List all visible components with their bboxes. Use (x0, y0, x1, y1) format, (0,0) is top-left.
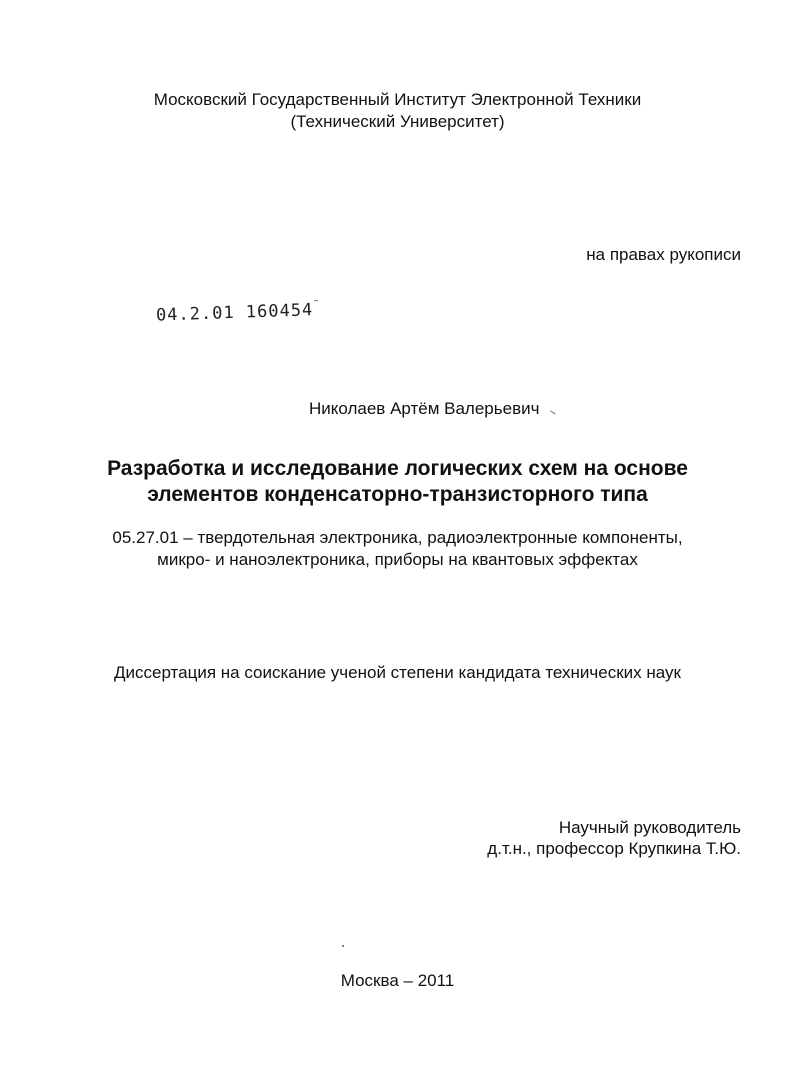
scan-artifact (550, 410, 555, 414)
specialty-line2: микро- и наноэлектроника, приборы на квантовых эффектах (157, 550, 638, 569)
specialty-line1: 05.27.01 – твердотельная электроника, радиоэлектронные компоненты, (112, 528, 683, 547)
city-year: Москва – 2011 (340, 971, 455, 990)
author-name: Николаев Артём Валерьевич (309, 399, 540, 418)
handwritten-stamp (156, 298, 322, 325)
dissertation-title-line2: элементов конденсаторно-транзисторного типа (147, 483, 648, 506)
manuscript-note: на правах рукописи (586, 245, 741, 264)
degree-statement: Диссертация на соискание ученой степени кандидата технических наук (114, 663, 681, 682)
dissertation-title-line1: Разработка и исследование логических схем на основе (107, 457, 688, 480)
stamp-mark: ¨ (312, 298, 321, 312)
institution-name: Московский Государственный Институт Электронной Техники (153, 90, 642, 109)
supervisor-label: Научный руководитель (558, 818, 741, 837)
supervisor-name: д.т.н., профессор Крупкина Т.Ю. (487, 839, 741, 858)
institution-subtitle: (Технический Университет) (290, 112, 505, 131)
stamp-code: 04.2.01 160454 (155, 300, 314, 326)
scan-speck (342, 945, 344, 947)
